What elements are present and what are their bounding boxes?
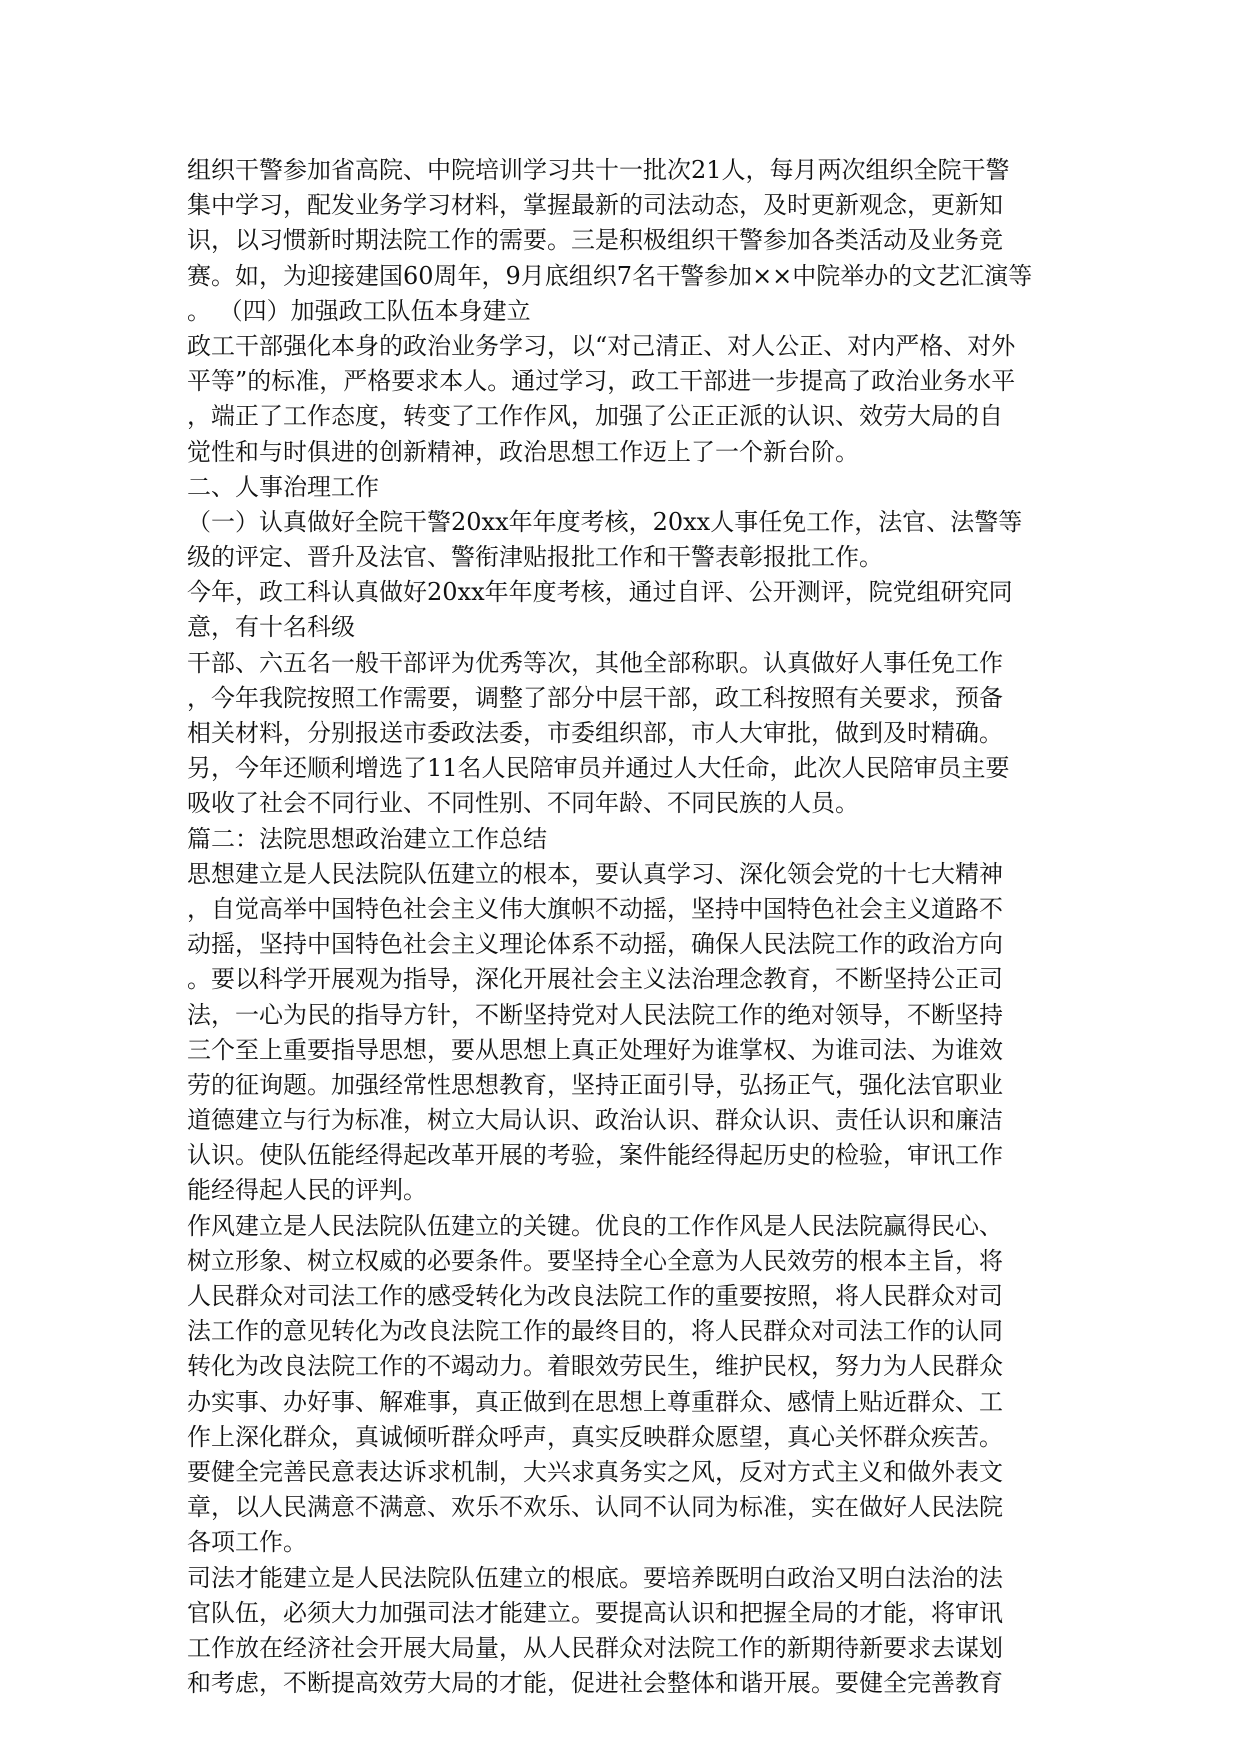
text-line: 人民群众对司法工作的感受转化为改良法院工作的重要按照，将人民群众对司 — [187, 1282, 1003, 1310]
text-line: （一）认真做好全院干警20xx年年度考核，20xx人事任免工作，法官、法警等 — [187, 507, 1023, 536]
text-line: 认识。使队伍能经得起改革开展的考验，案件能经得起历史的检验，审讯工作 — [187, 1141, 1003, 1170]
text-line: 识，以习惯新时期法院工作的需要。三是积极组织干警参加各类活动及业务竞 — [187, 226, 1003, 255]
text-line: 平等”的标准，严格要求本人。通过学习，政工干部进一步提高了政治业务水平 — [187, 367, 1016, 396]
text-line: 今年，政工科认真做好20xx年年度考核，通过自评、公开测评，院党组研究同 — [187, 578, 1013, 607]
text-line: 。要以科学开展观为指导，深化开展社会主义法治理念教育，不断坚持公正司 — [187, 965, 1003, 994]
text-line: 工作放在经济社会开展大局量，从人民群众对法院工作的新期待新要求去谋划 — [187, 1633, 1003, 1662]
text-line: 组织干警参加省高院、中院培训学习共十一批次21人，每月两次组织全院干警 — [187, 156, 1010, 184]
text-line: ，自觉高举中国特色社会主义伟大旗帜不动摇，坚持中国特色社会主义道路不 — [187, 894, 1003, 923]
text-line: 政工干部强化本身的政治业务学习，以“对己清正、对人公正、对内严格、对外 — [187, 331, 1016, 360]
text-line: 集中学习，配发业务学习材料，掌握最新的司法动态，及时更新观念，更新知 — [187, 191, 1003, 220]
text-line: 觉性和与时俱进的创新精神，政治思想工作迈上了一个新台阶。 — [187, 437, 859, 466]
text-line: 官队伍，必须大力加强司法才能建立。要提高认识和把握全局的才能，将审讯 — [187, 1598, 1003, 1627]
text-line: 各项工作。 — [187, 1528, 307, 1557]
text-line: 二、人事治理工作 — [187, 472, 379, 501]
text-line: 。 （四）加强政工队伍本身建立 — [187, 296, 531, 325]
text-line: 要健全完善民意表达诉求机制，大兴求真务实之风，反对方式主义和做外表文 — [187, 1457, 1003, 1486]
text-line: 干部、六五名一般干部评为优秀等次，其他全部称职。认真做好人事任免工作 — [187, 648, 1003, 677]
text-line: 和考虑，不断提高效劳大局的才能，促进社会整体和谐开展。要健全完善教育 — [187, 1669, 1003, 1698]
text-line: 章，以人民满意不满意、欢乐不欢乐、认同不认同为标准，实在做好人民法院 — [187, 1493, 1003, 1522]
text-line: 作上深化群众，真诚倾听群众呼声，真实反映群众愿望，真心关怀群众疾苦。 — [187, 1422, 1003, 1451]
text-line: 赛。如，为迎接建国60周年，9月底组织7名干警参加××中院举办的文艺汇演等 — [187, 261, 1033, 290]
text-line: 劳的征询题。加强经常性思想教育，坚持正面引导，弘扬正气，强化法官职业 — [187, 1070, 1003, 1099]
text-line: 三个至上重要指导思想，要从思想上真正处理好为谁掌权、为谁司法、为谁效 — [187, 1035, 1003, 1064]
text-line: 另，今年还顺利增选了11名人民陪审员并通过人大任命，此次人民陪审员主要 — [187, 754, 1010, 783]
document-body — [187, 153, 1057, 1701]
text-line: 能经得起人民的评判。 — [187, 1176, 427, 1205]
text-line: 吸收了社会不同行业、不同性别、不同年龄、不同民族的人员。 — [187, 789, 859, 818]
text-line: 作风建立是人民法院队伍建立的关键。优良的工作作风是人民法院赢得民心、 — [187, 1211, 1003, 1240]
text-line: ，端正了工作态度，转变了工作作风，加强了公正正派的认识、效劳大局的自 — [187, 402, 1003, 431]
text-line: 级的评定、晋升及法官、警衔津贴报批工作和干警表彰报批工作。 — [187, 543, 883, 572]
text-line: 司法才能建立是人民法院队伍建立的根底。要培养既明白政治又明白法治的法 — [187, 1563, 1003, 1592]
text-line: 思想建立是人民法院队伍建立的根本，要认真学习、深化领会党的十七大精神 — [187, 859, 1003, 888]
text-line: ，今年我院按照工作需要，调整了部分中层干部，政工科按照有关要求，预备 — [187, 683, 1003, 712]
text-line: 意，有十名科级 — [187, 613, 355, 642]
text-line: 相关材料，分别报送市委政法委，市委组织部，市人大审批，做到及时精确。 — [187, 719, 1003, 747]
text-line: 转化为改良法院工作的不竭动力。着眼效劳民生，维护民权，努力为人民群众 — [187, 1352, 1003, 1381]
text-line: 法，一心为民的指导方针，不断坚持党对人民法院工作的绝对领导，不断坚持 — [187, 1000, 1003, 1029]
text-line: 办实事、办好事、解难事，真正做到在思想上尊重群众、感情上贴近群众、工 — [187, 1387, 1003, 1416]
text-line: 法工作的意见转化为改良法院工作的最终目的，将人民群众对司法工作的认同 — [187, 1317, 1003, 1346]
text-line: 道德建立与行为标准，树立大局认识、政治认识、群众认识、责任认识和廉洁 — [187, 1106, 1003, 1135]
text-line: 篇二：法院思想政治建立工作总结 — [187, 824, 547, 853]
text-line: 动摇，坚持中国特色社会主义理论体系不动摇，确保人民法院工作的政治方向 — [187, 930, 1003, 959]
text-line: 树立形象、树立权威的必要条件。要坚持全心全意为人民效劳的根本主旨，将 — [187, 1246, 1003, 1275]
